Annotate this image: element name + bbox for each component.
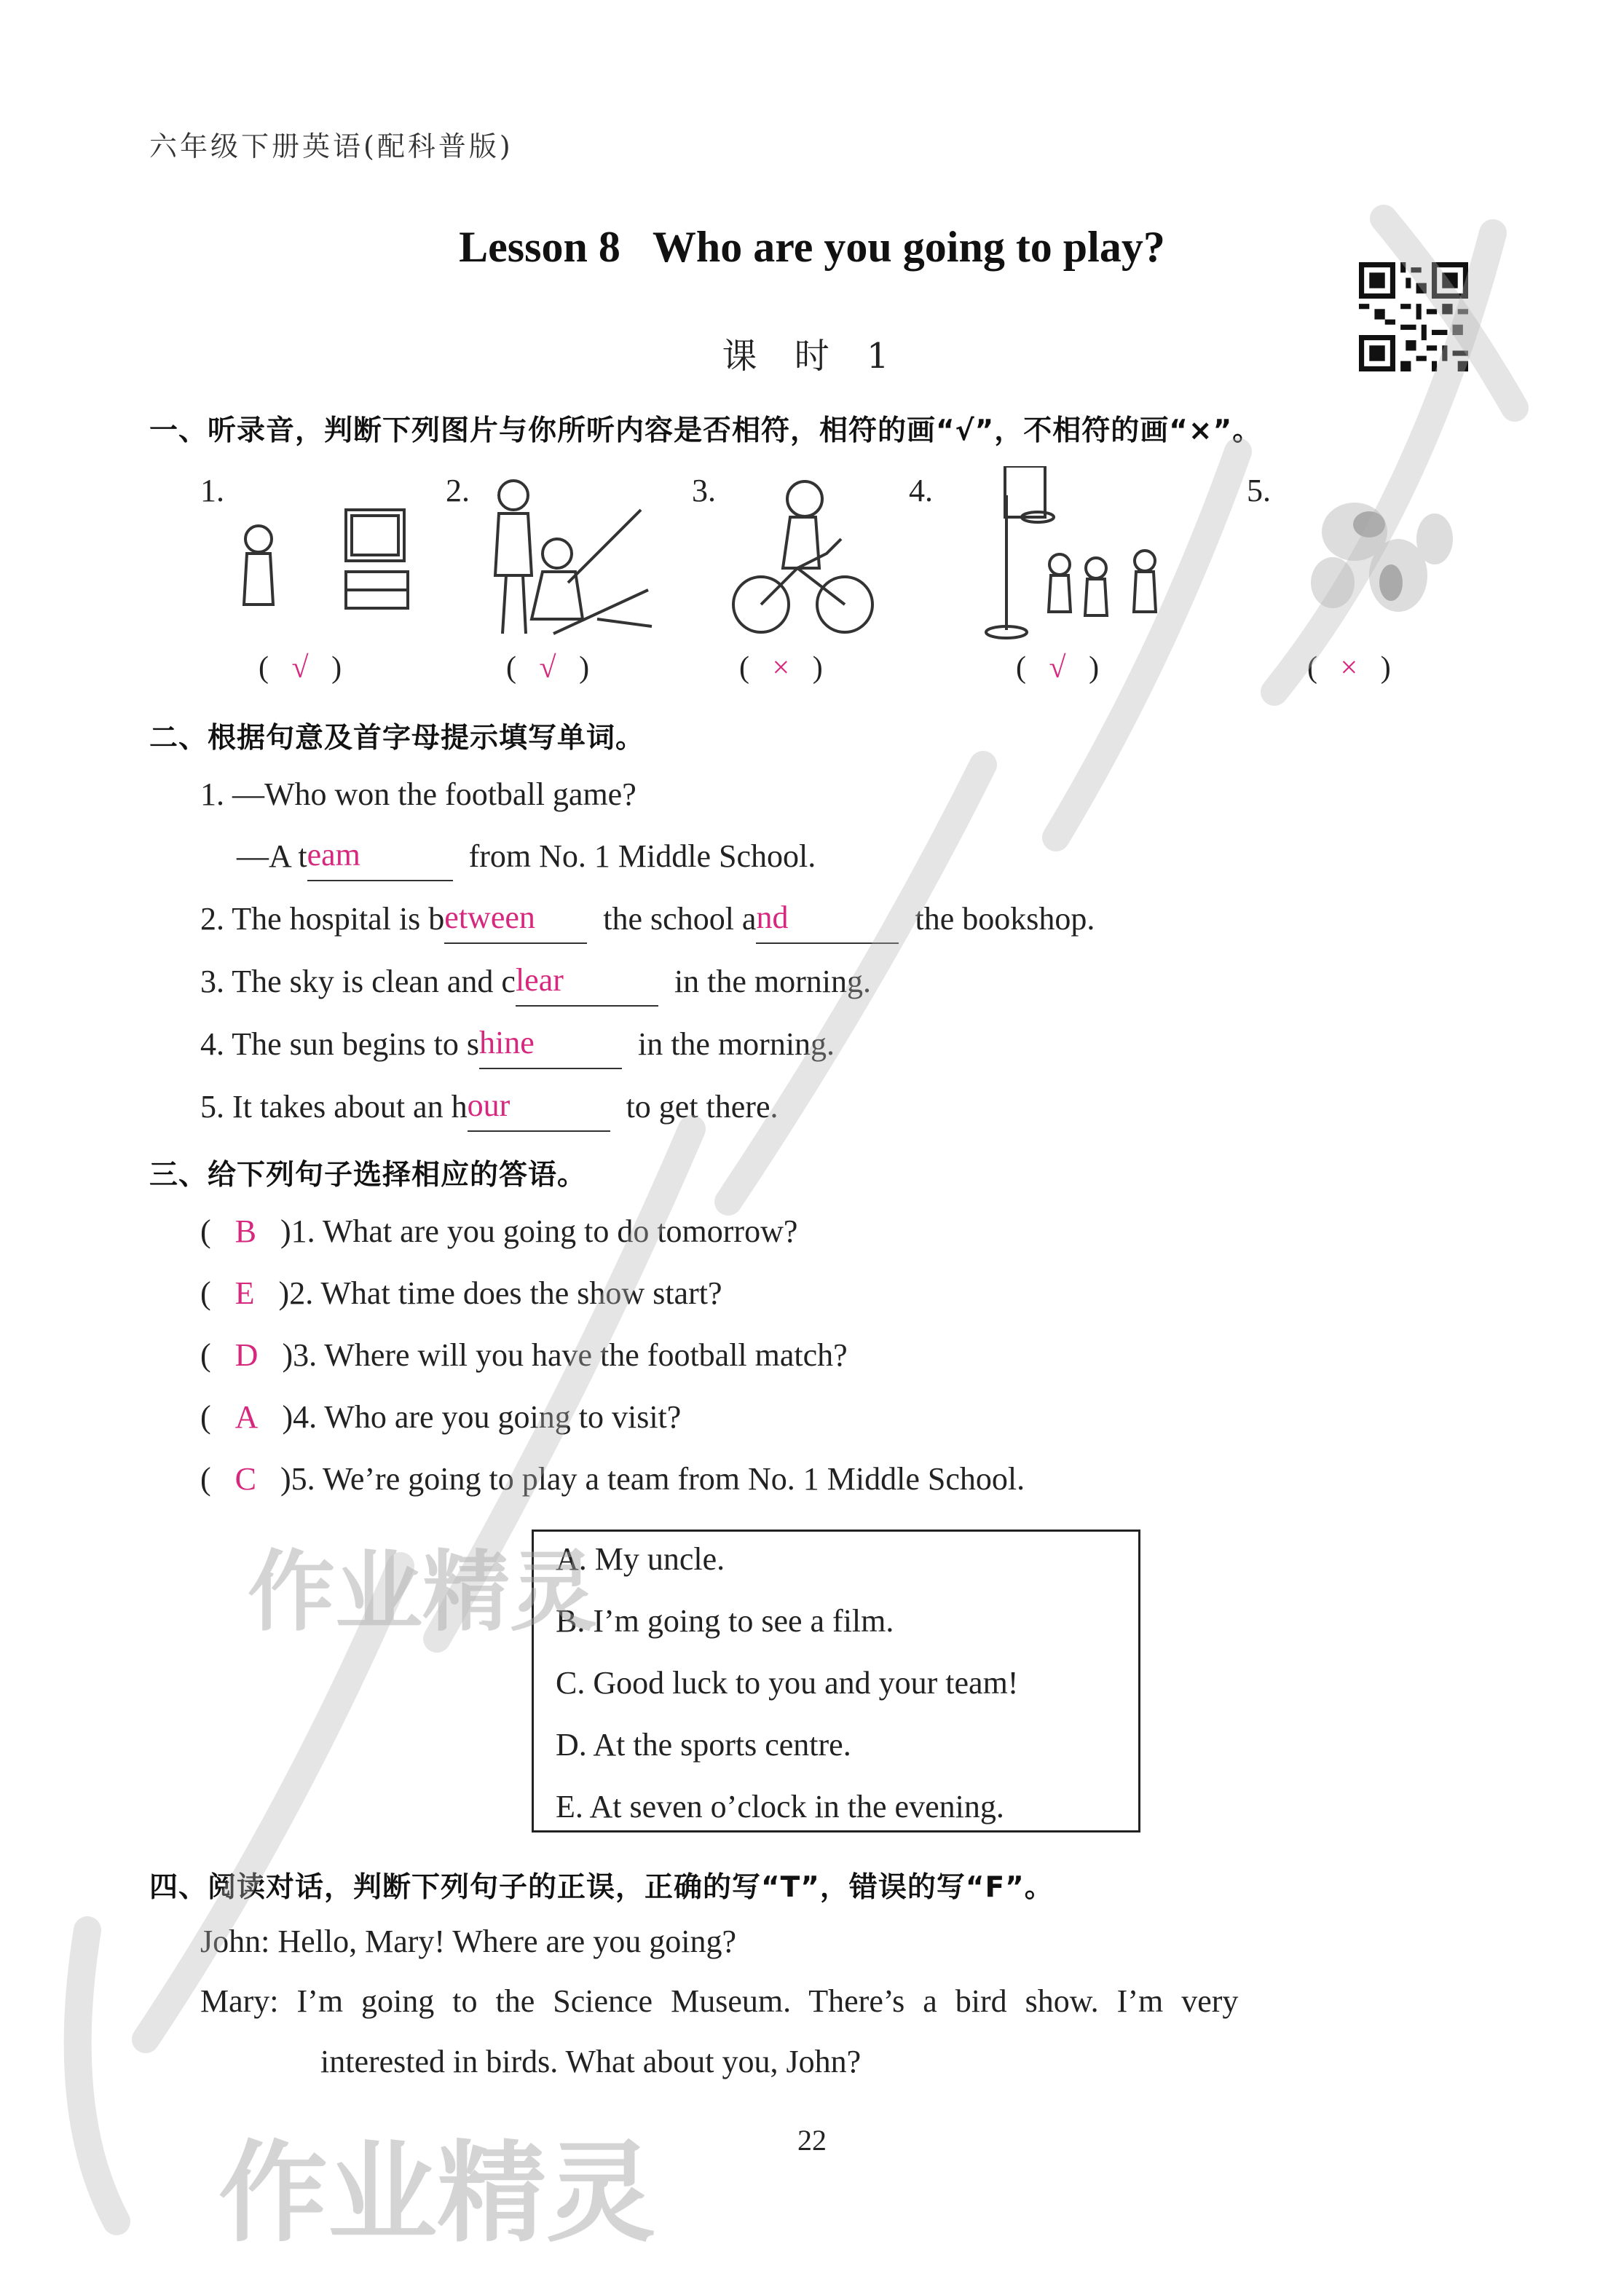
pic-1-number: 1. bbox=[200, 473, 224, 508]
option-c: C. Good luck to you and your team! bbox=[556, 1665, 1019, 1701]
dialogue-line-2: Mary: I’m going to the Science Museum. There’s a bird show. I’m very bbox=[200, 1983, 1239, 2019]
pic-4-answer: ( √ ) bbox=[1016, 651, 1100, 685]
page-number: 22 bbox=[797, 2124, 827, 2157]
pic-3-answer: ( × ) bbox=[739, 651, 823, 685]
s2-question-1: 1. —Who won the football game? bbox=[200, 776, 636, 812]
section-4-heading: 四、阅读对话，判断下列句子的正误，正确的写“T”，错误的写“F”。 bbox=[149, 1871, 1054, 1904]
pic-1-girl-watching-tv bbox=[237, 481, 411, 641]
watermark-logo: 作业精灵 bbox=[248, 1542, 597, 1643]
pic-4-number: 4. bbox=[909, 473, 933, 508]
pic-2-answer: ( √ ) bbox=[506, 651, 590, 685]
lesson-question: Who are you going to play? bbox=[652, 223, 1165, 271]
s2-answer-1: —A team from No. 1 Middle School. bbox=[237, 838, 816, 875]
option-e: E. At seven o’clock in the evening. bbox=[556, 1789, 1004, 1824]
pic-5-number: 5. bbox=[1247, 473, 1271, 508]
s2-fill-4: hine bbox=[478, 1025, 535, 1060]
s2-question-4: 4. The sun begins to shine in the morning. bbox=[200, 1026, 835, 1063]
lesson-title bbox=[0, 222, 1624, 272]
period-subtitle: 课 时 1 bbox=[722, 336, 902, 377]
answer-options-box bbox=[532, 1530, 1140, 1833]
s3-item-2: ( E )2. What time does the show start? bbox=[200, 1275, 722, 1311]
s2-question-3: 3. The sky is clean and clear in the morning. bbox=[200, 963, 871, 1000]
s2-fill-3: lear bbox=[515, 962, 564, 998]
s2-fill-5: our bbox=[467, 1087, 511, 1123]
dialogue-line-1: John: Hello, Mary! Where are you going? bbox=[200, 1924, 736, 1959]
pic-4-kids-basketball bbox=[947, 466, 1180, 641]
pic-5-answer: ( × ) bbox=[1307, 651, 1391, 685]
s2-question-5: 5. It takes about an hour to get there. bbox=[200, 1088, 779, 1125]
watermark-logo-bottom: 作业精灵 bbox=[218, 2130, 656, 2257]
s3-item-5: ( C )5. We’re going to play a team from No. 1 Middle School. bbox=[200, 1461, 1025, 1497]
s2-fill-2a: etween bbox=[444, 900, 535, 935]
s2-fill-2b: nd bbox=[756, 900, 789, 935]
pic-3-boy-riding-bike bbox=[725, 473, 878, 641]
section-3-heading: 三、给下列句子选择相应的答语。 bbox=[149, 1159, 587, 1192]
option-a: A. My uncle. bbox=[556, 1541, 725, 1577]
section-2-heading: 二、根据句意及首字母提示填写单词。 bbox=[149, 722, 645, 755]
dialogue-line-3: interested in birds. What about you, John? bbox=[320, 2044, 862, 2079]
pic-2-number: 2. bbox=[446, 473, 470, 508]
s3-item-3: ( D )3. Where will you have the football match? bbox=[200, 1337, 848, 1373]
lesson-number: Lesson 8 bbox=[459, 223, 620, 271]
s3-item-1: ( B )1. What are you going to do tomorrow? bbox=[200, 1213, 798, 1249]
option-b: B. I’m going to see a film. bbox=[556, 1603, 894, 1639]
pic-5-blurred-picture bbox=[1282, 473, 1457, 641]
pic-3-number: 3. bbox=[692, 473, 716, 508]
pic-2-father-son-fishing bbox=[481, 473, 655, 641]
s2-question-2: 2. The hospital is between the school and the bookshop. bbox=[200, 900, 1095, 937]
section-1-heading: 一、听录音，判断下列图片与你所听内容是否相符，相符的画“√”，不相符的画“×”。 bbox=[149, 414, 1262, 447]
s2-fill-1: eam bbox=[307, 837, 360, 873]
option-d: D. At the sports centre. bbox=[556, 1727, 851, 1763]
pic-1-answer: ( √ ) bbox=[259, 651, 342, 685]
book-header: 六年级下册英语(配科普版) bbox=[149, 130, 513, 162]
s3-item-4: ( A )4. Who are you going to visit? bbox=[200, 1399, 682, 1435]
